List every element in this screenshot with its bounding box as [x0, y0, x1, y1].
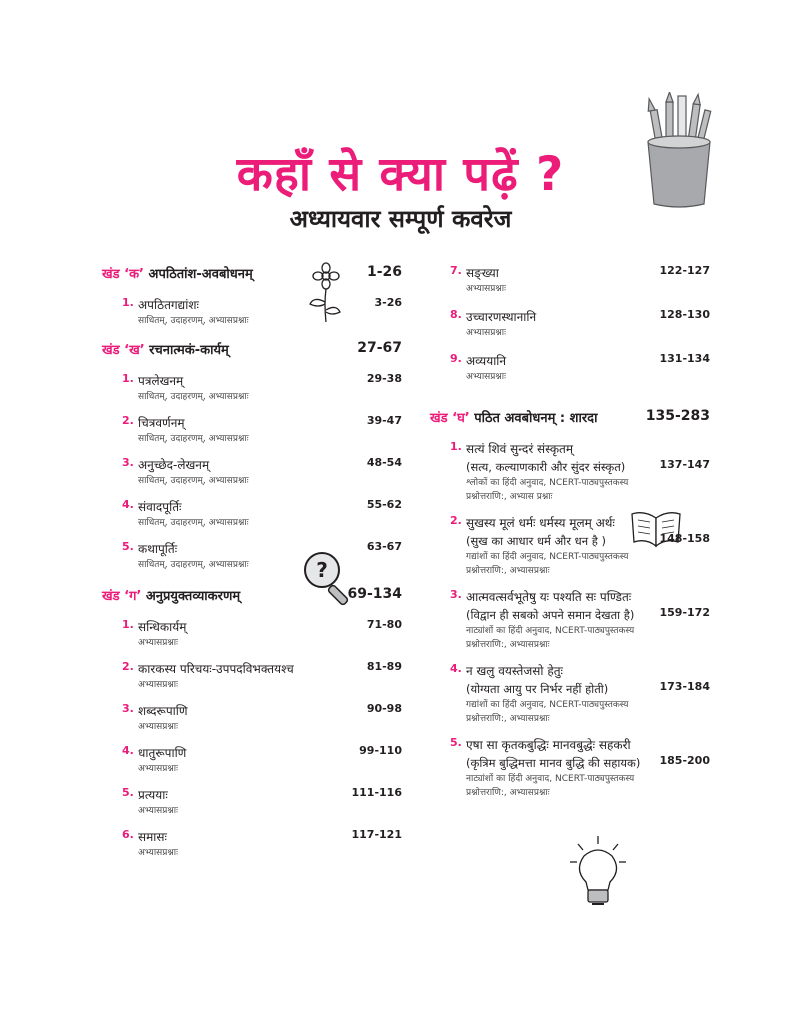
- section-heading-kha[interactable]: खंड ‘ख’ रचनात्मकं-कार्यम् 27-67: [102, 340, 402, 358]
- toc-item[interactable]: 8. उच्चारणस्थानानि अभ्यासप्रश्नाः 128-130: [450, 308, 710, 338]
- toc-item[interactable]: 5. प्रत्ययाः अभ्यासप्रश्नाः 111-116: [122, 786, 402, 816]
- toc-item[interactable]: 1. पत्रलेखनम् साधितम्, उदाहरणम्, अभ्यासप्रश्नाः 29-38: [122, 372, 402, 402]
- toc-left-column: [102, 264, 402, 860]
- toc-item[interactable]: 2. कारकस्य परिचयः-उपपदविभक्तयश्च अभ्यासप्रश्नाः 81-89: [122, 660, 402, 690]
- toc-item[interactable]: 4. संवादपूर्तिः साधितम्, उदाहरणम्, अभ्यासप्रश्नाः 55-62: [122, 498, 402, 528]
- toc-item[interactable]: 5. कथापूर्तिः साधितम्, उदाहरणम्, अभ्यासप्रश्नाः 63-67: [122, 540, 402, 570]
- toc-item[interactable]: 6. समासः अभ्यासप्रश्नाः 117-121: [122, 828, 402, 858]
- toc-item[interactable]: 4. न खलु वयस्तेजसो हेतुः (योग्यता आयु पर निर्भर नहीं होती) गद्यांशों का हिंदी अनुवाद, NCERT-पाठ्यपुस्तकस्य प्रश्नोत्तराणि:, अभ्यासप्रश्नाः 173-184: [450, 662, 710, 724]
- toc-item[interactable]: 1. अपठितगद्यांशः साधितम्, उदाहरणम्, अभ्यासप्रश्नाः 3-26: [122, 296, 402, 326]
- section-heading-ka[interactable]: खंड ‘क’ अपठितांश-अवबोधनम् 1-26: [102, 264, 402, 282]
- toc-item[interactable]: 1. सत्यं शिवं सुन्दरं संस्कृतम् (सत्य, कल्याणकारी और सुंदर संस्कृत) श्लोकों का हिंदी अनुवाद, NCERT-पाठ्यपुस्तकस्य प्रश्नोत्तराणि:, अभ्यास प्रश्नाः 137-147: [450, 440, 710, 502]
- toc-item[interactable]: 1. सन्धिकार्यम् अभ्यासप्रश्नाः 71-80: [122, 618, 402, 648]
- toc-item[interactable]: 3. अनुच्छेद-लेखनम् साधितम्, उदाहरणम्, अभ्यासप्रश्नाः 48-54: [122, 456, 402, 486]
- toc-right-column: [430, 264, 710, 800]
- pencil-cup-icon: [640, 92, 718, 212]
- page-title: कहाँ से क्या पढ़ें ?: [236, 147, 565, 202]
- toc-item[interactable]: 3. शब्दरूपाणि अभ्यासप्रश्नाः 90-98: [122, 702, 402, 732]
- toc-item[interactable]: 5. एषा सा कृतकबुद्धिः मानवबुद्धेः सहकरी (कृत्रिम बुद्धिमत्ता मानव बुद्धि की सहायक) नाट्यांशों का हिंदी अनुवाद, NCERT-पाठ्यपुस्तकस्य प्रश्नोत्तराणि:, अभ्यासप्रश्नाः 185-200: [450, 736, 710, 798]
- section-heading-gha[interactable]: खंड ‘घ’ पठित अवबोधनम् : शारदा 135-283: [430, 408, 710, 426]
- toc-item[interactable]: 4. धातुरूपाणि अभ्यासप्रश्नाः 99-110: [122, 744, 402, 774]
- page-subtitle: अध्यायवार सम्पूर्ण कवरेज: [289, 205, 512, 233]
- svg-text:?: ?: [316, 558, 328, 582]
- toc-item[interactable]: 7. सङ्ख्या अभ्यासप्रश्नाः 122-127: [450, 264, 710, 294]
- lightbulb-icon: [566, 834, 630, 910]
- toc-item[interactable]: 2. सुखस्य मूलं धर्मः धर्मस्य मूलम् अर्थः (सुख का आधार धर्म और धन है ) गद्यांशों का हिंदी अनुवाद, NCERT-पाठ्यपुस्तकस्य प्रश्नोत्तराणि:, अभ्यासप्रश्नाः 148-158: [450, 514, 710, 576]
- toc-item[interactable]: 9. अव्ययानि अभ्यासप्रश्नाः 131-134: [450, 352, 710, 382]
- toc-item[interactable]: 3. आत्मवत्सर्वभूतेषु यः पश्यति सः पण्डितः (विद्वान ही सबको अपने समान देखता है) नाट्यांशों का हिंदी अनुवाद, NCERT-पाठ्यपुस्तकस्य प्रश्नोत्तराणि:, अभ्यासप्रश्नाः 159-172: [450, 588, 710, 650]
- section-heading-ga[interactable]: खंड ‘ग’ अनुप्रयुक्तव्याकरणम् 69-134: [102, 586, 402, 604]
- toc-item[interactable]: 2. चित्रवर्णनम् साधितम्, उदाहरणम्, अभ्यासप्रश्नाः 39-47: [122, 414, 402, 444]
